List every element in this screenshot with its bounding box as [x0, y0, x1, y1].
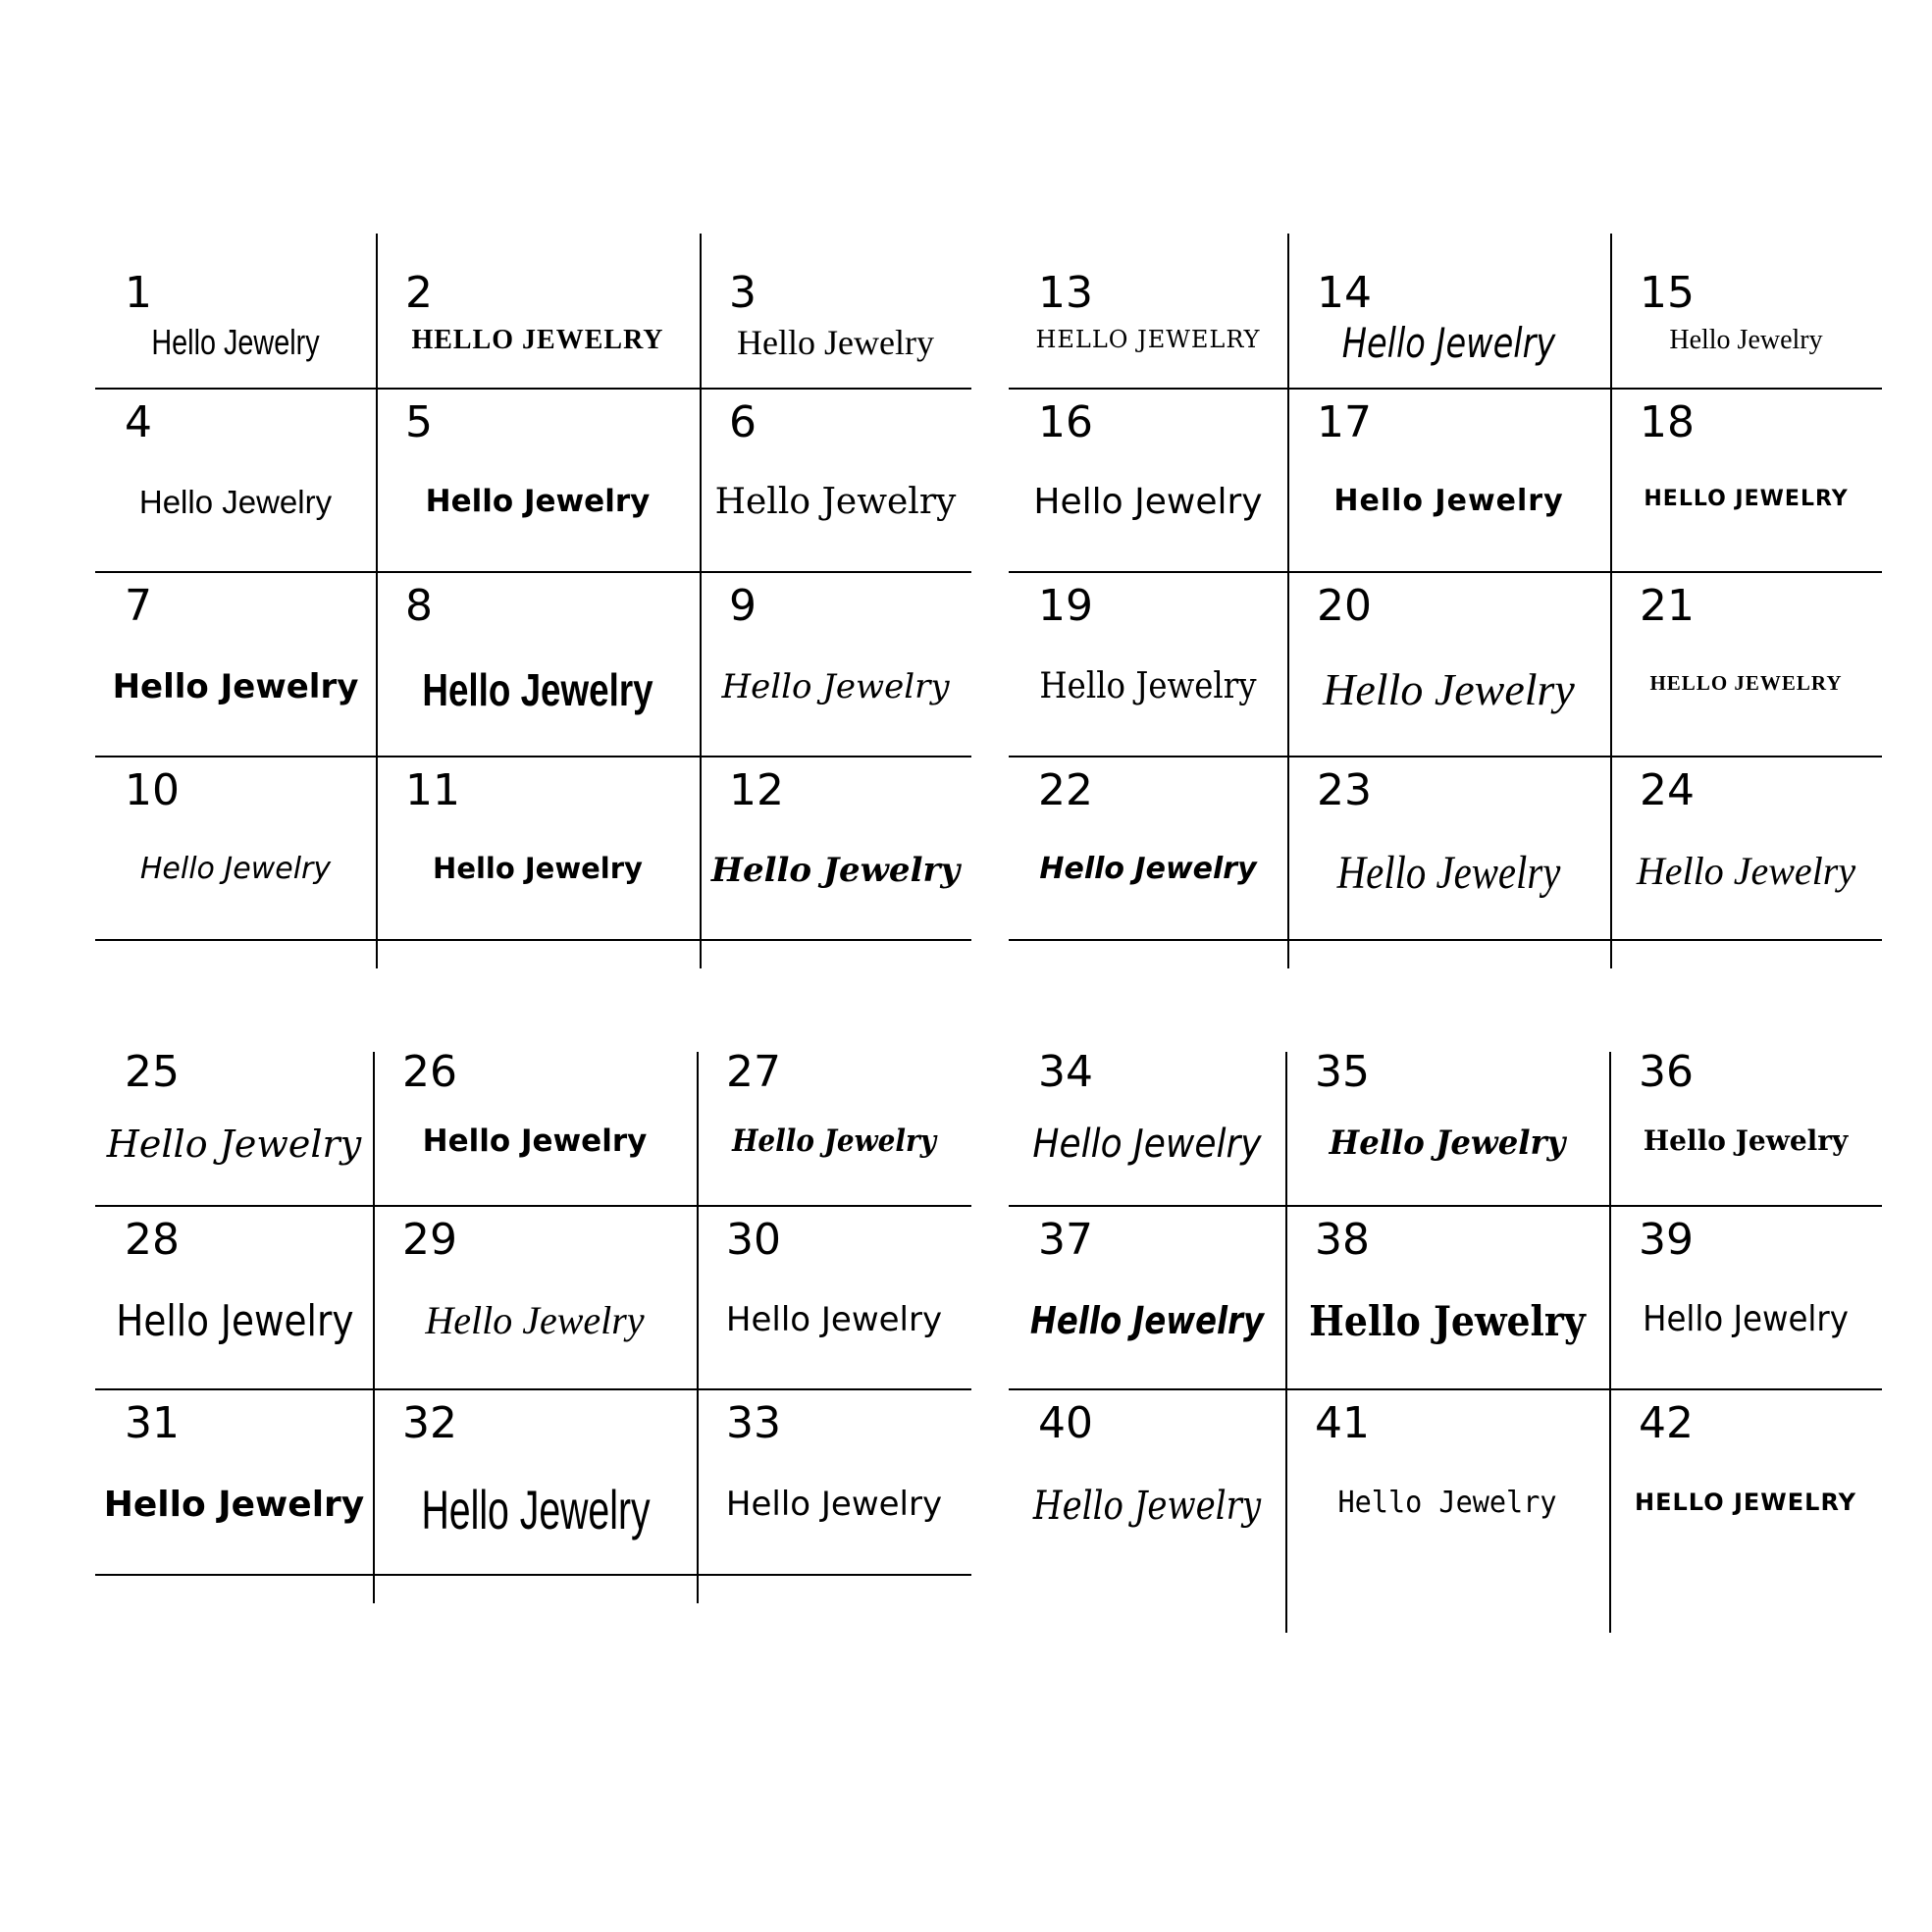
font-number-label: 32 — [402, 1398, 457, 1448]
font-sample-cell[interactable] — [700, 258, 971, 388]
font-sample-cell[interactable] — [1610, 388, 1882, 571]
font-sample-text: Hello Jewelry — [1643, 1299, 1849, 1339]
font-sample-cell[interactable] — [1610, 258, 1882, 388]
font-sample-cell[interactable] — [95, 756, 376, 939]
font-sample-cell[interactable] — [1009, 388, 1287, 571]
font-sample-cell[interactable] — [1009, 571, 1287, 756]
font-number-label: 29 — [402, 1215, 457, 1265]
grid-horizontal-line — [1009, 939, 1882, 941]
font-sample-text: Hello Jewelry — [1309, 1297, 1586, 1345]
font-sample-cell[interactable] — [95, 1388, 373, 1574]
font-sample-cell[interactable] — [1287, 571, 1610, 756]
font-number-label: 16 — [1038, 397, 1093, 447]
font-sample-cell[interactable] — [1009, 1037, 1285, 1205]
font-number-label: 1 — [125, 268, 152, 318]
font-sample-cell[interactable] — [1285, 1037, 1609, 1205]
font-number-label: 2 — [405, 268, 433, 318]
font-number-label: 8 — [405, 581, 433, 631]
font-sample-cell[interactable] — [1287, 258, 1610, 388]
font-sample-cell[interactable] — [1285, 1388, 1609, 1574]
font-sample-cell[interactable] — [697, 1037, 971, 1205]
font-sample-text: Hello Jewelry — [1336, 847, 1561, 899]
font-sample-cell[interactable] — [95, 1037, 373, 1205]
font-sample-text: Hello Jewelry — [1337, 1486, 1557, 1520]
font-sample-cell[interactable] — [697, 1388, 971, 1574]
font-sample-cell[interactable] — [1287, 388, 1610, 571]
font-sample-text: Hello Jewelry — [1636, 849, 1856, 893]
font-sample-text: Hello Jewelry — [139, 852, 332, 886]
font-sample-text: Hello Jewelry — [151, 322, 320, 362]
font-sample-text: HELLO JEWELRY — [1635, 1488, 1856, 1516]
font-number-label: 42 — [1639, 1398, 1694, 1448]
font-sample-text: Hello Jewelry — [710, 851, 961, 890]
grid-horizontal-line — [95, 939, 971, 941]
font-number-label: 19 — [1038, 581, 1093, 631]
font-sample-cell[interactable] — [1610, 756, 1882, 939]
font-sample-text: Hello Jewelry — [103, 1485, 365, 1525]
font-sample-cell[interactable] — [1285, 1205, 1609, 1388]
font-sample-cell[interactable] — [376, 258, 700, 388]
font-number-label: 13 — [1038, 268, 1093, 318]
font-sample-cell[interactable] — [1610, 571, 1882, 756]
font-number-label: 4 — [125, 397, 152, 447]
font-sample-text: HELLO JEWELRY — [1649, 671, 1843, 695]
font-number-label: 3 — [729, 268, 757, 318]
font-number-label: 31 — [125, 1398, 180, 1448]
font-number-label: 24 — [1640, 765, 1695, 815]
font-number-label: 35 — [1315, 1047, 1370, 1097]
font-number-label: 14 — [1317, 268, 1372, 318]
font-sample-text: Hello Jewelry — [138, 484, 333, 520]
font-sample-cell[interactable] — [95, 388, 376, 571]
font-number-label: 9 — [729, 581, 757, 631]
font-number-label: 20 — [1317, 581, 1372, 631]
font-sample-text: Hello Jewelry — [1333, 484, 1564, 518]
font-sample-text: Hello Jewelry — [1669, 325, 1823, 355]
font-sample-text: Hello Jewelry — [714, 482, 957, 522]
font-number-label: 17 — [1317, 397, 1372, 447]
font-number-label: 6 — [729, 397, 757, 447]
font-number-label: 7 — [125, 581, 152, 631]
font-sample-text: HELLO JEWELRY — [1035, 326, 1261, 353]
font-sample-cell[interactable] — [373, 1388, 697, 1574]
font-number-label: 40 — [1038, 1398, 1093, 1448]
font-sample-text: Hello Jewelry — [1029, 1299, 1265, 1342]
font-number-label: 26 — [402, 1047, 457, 1097]
font-sample-text: Hello Jewelry — [737, 323, 934, 362]
font-number-label: 36 — [1639, 1047, 1694, 1097]
font-number-label: 11 — [405, 765, 460, 815]
font-sample-text: HELLO JEWELRY — [1644, 487, 1849, 511]
font-sample-text: Hello Jewelry — [1039, 852, 1257, 886]
font-number-label: 22 — [1038, 765, 1093, 815]
font-number-label: 30 — [726, 1215, 781, 1265]
font-sample-cell[interactable] — [1287, 756, 1610, 939]
font-sample-cell[interactable] — [1009, 1205, 1285, 1388]
font-sample-text: Hello Jewelry — [1032, 1122, 1262, 1167]
font-number-label: 27 — [726, 1047, 781, 1097]
font-sample-cell[interactable] — [373, 1037, 697, 1205]
font-sample-cell[interactable] — [373, 1205, 697, 1388]
font-sample-text: Hello Jewelry — [725, 1300, 943, 1339]
font-sample-cell[interactable] — [1609, 1037, 1882, 1205]
font-sample-cell[interactable] — [700, 756, 971, 939]
font-sample-text: Hello Jewelry — [433, 852, 643, 885]
font-number-label: 38 — [1315, 1215, 1370, 1265]
font-sample-text: Hello Jewelry — [1032, 1484, 1262, 1529]
font-sample-text: Hello Jewelry — [1323, 664, 1575, 714]
font-number-label: 15 — [1640, 268, 1695, 318]
font-sample-text: Hello Jewelry — [732, 1123, 936, 1159]
font-number-label: 5 — [405, 397, 433, 447]
font-sample-cell[interactable] — [1609, 1388, 1882, 1574]
font-sample-text: Hello Jewelry — [1039, 666, 1257, 706]
font-sample-cell[interactable] — [95, 258, 376, 388]
font-number-label: 12 — [729, 765, 784, 815]
font-sample-cell[interactable] — [376, 756, 700, 939]
font-sample-cell[interactable] — [1009, 756, 1287, 939]
font-sample-text: HELLO JEWELRY — [411, 325, 664, 355]
font-sample-text: Hello Jewelry — [421, 1479, 651, 1540]
font-sample-text: Hello Jewelry — [1033, 482, 1263, 522]
font-number-label: 39 — [1639, 1215, 1694, 1265]
font-number-label: 34 — [1038, 1047, 1093, 1097]
grid-horizontal-line — [95, 1574, 971, 1576]
font-number-label: 28 — [125, 1215, 180, 1265]
font-sample-text: Hello Jewelry — [422, 664, 653, 715]
font-sample-text: Hello Jewelry — [1341, 319, 1556, 367]
font-sample-text: Hello Jewelry — [422, 1123, 648, 1159]
font-sample-text: Hello Jewelry — [721, 667, 950, 706]
font-number-label: 18 — [1640, 397, 1695, 447]
font-sample-cell[interactable] — [700, 388, 971, 571]
font-number-label: 25 — [125, 1047, 180, 1097]
font-sample-text: Hello Jewelry — [1643, 1124, 1849, 1157]
font-number-label: 21 — [1640, 581, 1695, 631]
font-number-label: 41 — [1315, 1398, 1370, 1448]
font-sample-cell[interactable] — [697, 1205, 971, 1388]
font-sample-text: Hello Jewelry — [112, 667, 359, 706]
font-sample-text: Hello Jewelry — [1329, 1123, 1566, 1163]
font-sample-cell[interactable] — [1009, 1388, 1285, 1574]
font-number-label: 23 — [1317, 765, 1372, 815]
font-sample-cell[interactable] — [95, 571, 376, 756]
font-sample-cell[interactable] — [1609, 1205, 1882, 1388]
font-sample-cell[interactable] — [95, 1205, 373, 1388]
font-sample-text: Hello Jewelry — [106, 1123, 362, 1166]
font-sample-cell[interactable] — [700, 571, 971, 756]
font-sample-cell[interactable] — [376, 388, 700, 571]
font-number-label: 37 — [1038, 1215, 1093, 1265]
font-sample-text: Hello Jewelry — [425, 484, 651, 519]
font-sample-text: Hello Jewelry — [116, 1296, 354, 1346]
font-number-label: 33 — [726, 1398, 781, 1448]
font-sample-cell[interactable] — [1009, 258, 1287, 388]
font-sample-text: Hello Jewelry — [725, 1485, 943, 1524]
font-number-label: 10 — [125, 765, 180, 815]
font-sample-text: Hello Jewelry — [425, 1298, 645, 1342]
font-sample-cell[interactable] — [376, 571, 700, 756]
